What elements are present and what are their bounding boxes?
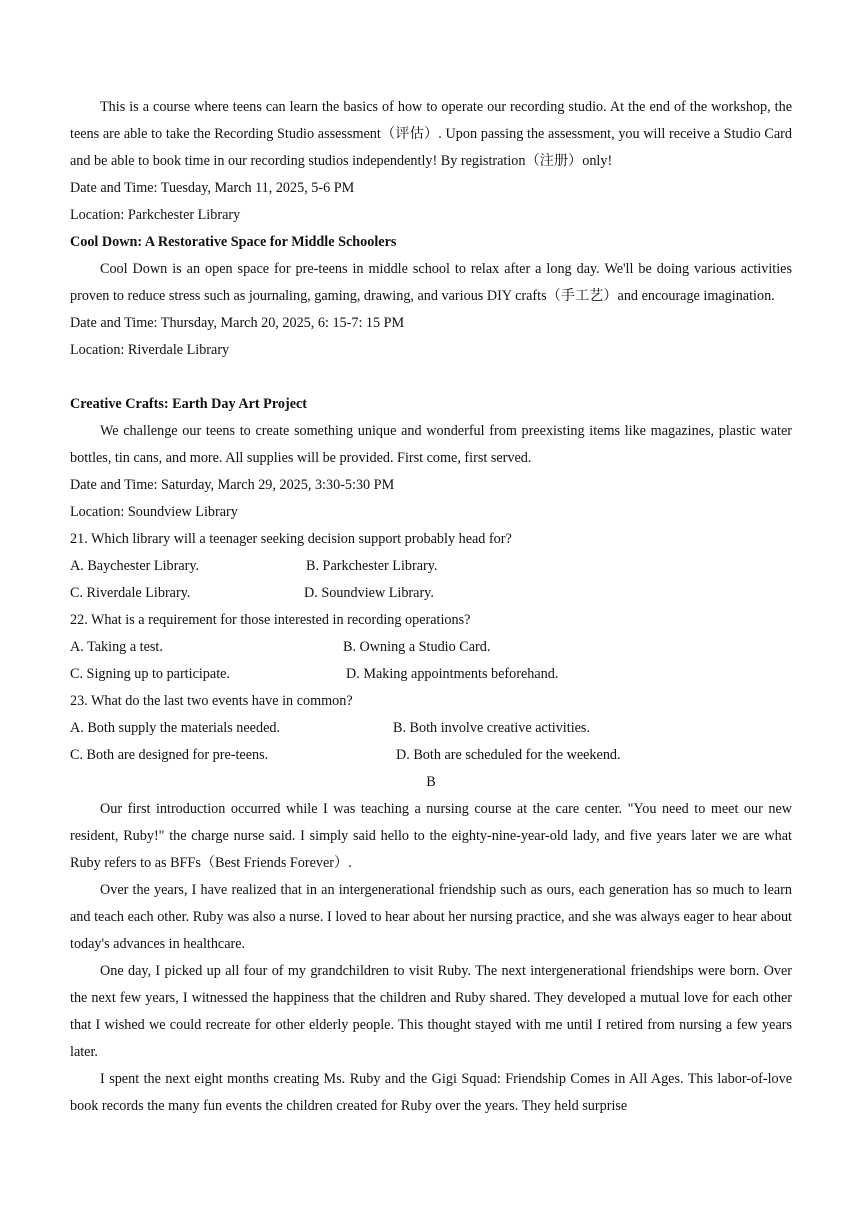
option-row	[70, 580, 792, 607]
option-d: D. Both are scheduled for the weekend.	[396, 747, 621, 763]
option-b: B. Both involve creative activities.	[393, 720, 590, 736]
question-stem: 23. What do the last two events have in common?	[70, 693, 353, 709]
option-row	[70, 661, 792, 688]
recording-location: Location: Parkchester Library	[70, 207, 241, 223]
passage-paragraph: Over the years, I have realized that in an intergenerational friendship such as ours, each generation has so much to learn and teach each other. Ruby was also a nurse. I loved to hear about her nursing practice, and she was always eager to hear about today's advances in healthcare.	[70, 882, 792, 952]
cooldown-event	[70, 229, 792, 364]
option-a: A. Both supply the materials needed.	[70, 720, 281, 736]
option-d: D. Soundview Library.	[304, 585, 434, 601]
passage-paragraph: One day, I picked up all four of my grandchildren to visit Ruby. The next intergenerational friendships were born. Over the next few years, I witnessed the happiness that the children and Ruby shared. They developed a mutual love for each other that I wished we could recreate for other elderly people. This thought stayed with me until I retired from nursing a few years later.	[70, 963, 792, 1060]
section-b	[70, 769, 792, 1120]
question-stem: 22. What is a requirement for those interested in recording operations?	[70, 612, 471, 628]
recording-datetime: Date and Time: Tuesday, March 11, 2025, 5-6 PM	[70, 180, 355, 196]
option-d: D. Making appointments beforehand.	[346, 666, 559, 682]
option-a: A. Baychester Library.	[70, 558, 200, 574]
option-row	[70, 553, 792, 580]
option-row	[70, 715, 792, 742]
passage-paragraph: I spent the next eight months creating Ms. Ruby and the Gigi Squad: Friendship Comes in All Ages. This labor-of-love book records the many fun events the children created for Ruby over the years. They held surprise	[70, 1071, 792, 1114]
recording-description: This is a course where teens can learn the basics of how to operate our recording studio. At the end of the workshop, the teens are able to take the Recording Studio assessment（评估）. Upon passing the assessment, you will receive a Studio Card and be able to book time in our recording studios independently! By registration（注册）only!	[70, 99, 792, 169]
cooldown-description: Cool Down is an open space for pre-teens in middle school to relax after a long day. We'll be doing various activities proven to reduce stress such as journaling, gaming, drawing, and various DIY crafts（手工艺）and encourage imagination.	[70, 261, 792, 304]
cooldown-location: Location: Riverdale Library	[70, 342, 230, 358]
option-c: C. Signing up to participate.	[70, 666, 230, 682]
crafts-location: Location: Soundview Library	[70, 504, 238, 520]
section-label: B	[426, 774, 436, 790]
crafts-description: We challenge our teens to create something unique and wonderful from preexisting items like magazines, plastic water bottles, tin cans, and more. All supplies will be provided. First come, first served.	[70, 423, 792, 466]
crafts-title: Creative Crafts: Earth Day Art Project	[70, 396, 308, 412]
option-c: C. Both are designed for pre-teens.	[70, 747, 269, 763]
passage-paragraph: Our first introduction occurred while I was teaching a nursing course at the care center. "You need to meet our new resident, Ruby!" the charge nurse said. I simply said hello to the eighty-nine-year-old lady, and five years later we are what Ruby refers to as BFFs（Best Friends Forever）.	[70, 801, 792, 871]
cooldown-datetime: Date and Time: Thursday, March 20, 2025, 6: 15-7: 15 PM	[70, 315, 405, 331]
crafts-event	[70, 391, 792, 526]
option-row	[70, 742, 792, 769]
question-23	[70, 688, 792, 769]
option-b: B. Owning a Studio Card.	[343, 639, 491, 655]
question-22	[70, 607, 792, 688]
recording-event	[70, 94, 792, 229]
option-row	[70, 634, 792, 661]
question-21	[70, 526, 792, 607]
option-b: B. Parkchester Library.	[306, 558, 438, 574]
option-c: C. Riverdale Library.	[70, 585, 191, 601]
option-a: A. Taking a test.	[70, 639, 163, 655]
crafts-datetime: Date and Time: Saturday, March 29, 2025, 3:30-5:30 PM	[70, 477, 395, 493]
cooldown-title: Cool Down: A Restorative Space for Middle Schoolers	[70, 234, 397, 250]
question-stem: 21. Which library will a teenager seeking decision support probably head for?	[70, 531, 512, 547]
